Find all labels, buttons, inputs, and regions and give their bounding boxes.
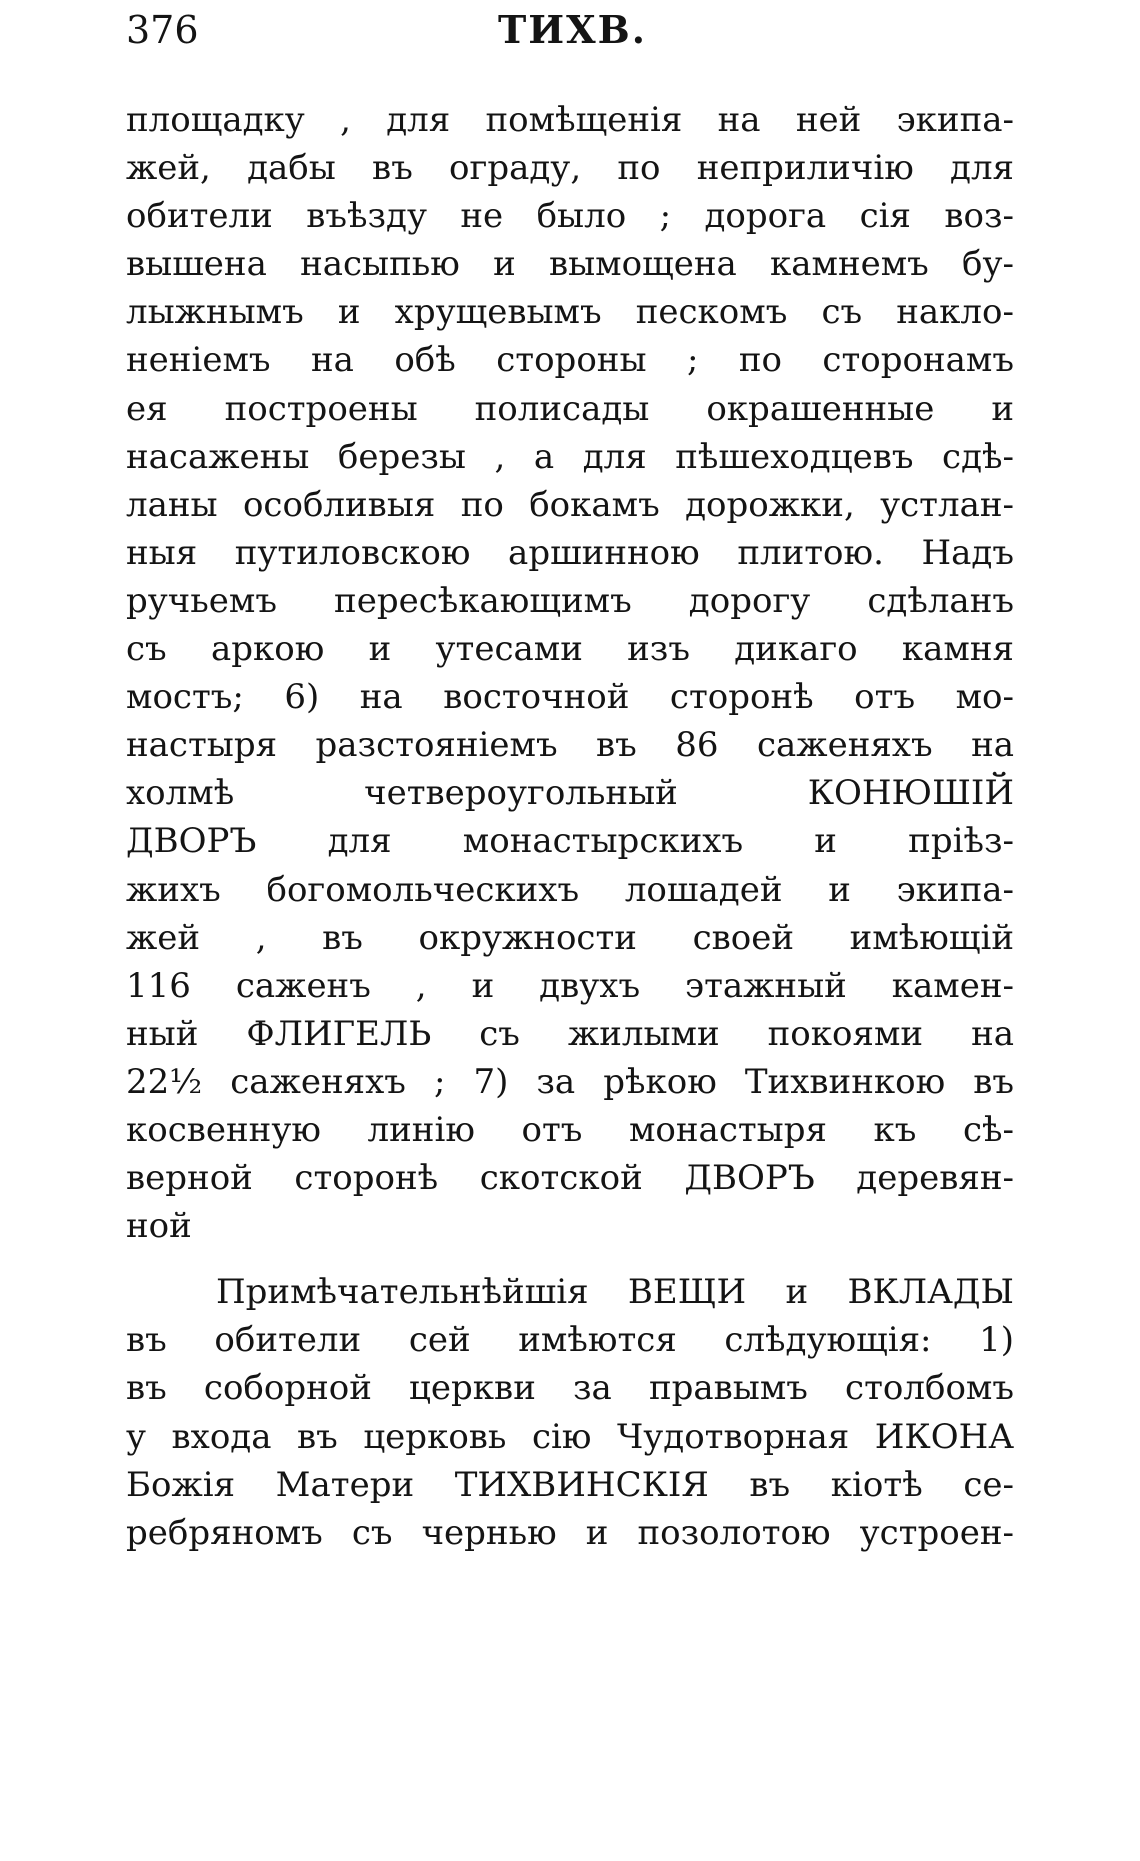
text-line: ной [126, 1206, 192, 1247]
text-line: жихъ богомольческихъ лошадей и экипа- [126, 869, 1014, 910]
text-line: ный ФЛИГЕЛЬ съ жилыми покоями на [126, 1013, 1014, 1054]
body-text [126, 96, 1014, 1557]
running-head: ТИХВ. [498, 7, 648, 52]
text-line: ребряномъ съ чернью и позолотою устроен- [126, 1512, 1014, 1553]
text-line: ручьемъ пересѣкающимъ дорогу сдѣланъ [126, 580, 1014, 621]
text-line: жей , въ окружности своей имѣющій [126, 917, 1014, 958]
text-line: вышена насыпью и вымощена камнемъ бу- [126, 244, 1014, 285]
text-line: холмѣ четвероугольный КОНЮШІЙ [126, 773, 1014, 814]
text-line: Примѣчательнѣйшія ВЕЩИ и ВКЛАДЫ [216, 1272, 1014, 1313]
text-line: ланы особливыя по бокамъ дорожки, устлан- [126, 484, 1014, 525]
text-line: верной сторонѣ скотской ДВОРЪ деревян- [126, 1158, 1014, 1199]
text-line: лыжнымъ и хрущевымъ пескомъ съ накло- [126, 292, 1014, 333]
text-line: ея построены полисады окрашенные и [126, 388, 1014, 429]
text-line: настыря разстояніемъ въ 86 саженяхъ на [126, 725, 1014, 766]
paragraph-1 [126, 96, 1014, 1250]
paragraph-gap [126, 1250, 1014, 1268]
text-line: насажены березы , а для пѣшеходцевъ сдѣ- [126, 436, 1014, 477]
text-line: косвенную линію отъ монастыря къ сѣ- [126, 1109, 1014, 1150]
text-line: Божія Матери ТИХВИНСКІЯ въ кіотѣ се- [126, 1464, 1014, 1505]
text-line: въ обители сей имѣются слѣдующія: 1) [126, 1320, 1014, 1361]
text-line: неніемъ на обѣ стороны ; по сторонамъ [126, 340, 1014, 381]
text-line: мостъ; 6) на восточной сторонѣ отъ мо- [126, 677, 1014, 718]
text-line: ДВОРЪ для монастырскихъ и пріѣз- [126, 821, 1014, 862]
text-line: у входа въ церковь сію Чудотворная ИКОНА [126, 1416, 1014, 1457]
text-line: съ аркою и утесами изъ дикаго камня [126, 629, 1014, 670]
paragraph-2 [126, 1268, 1014, 1557]
page-number: 376 [126, 8, 199, 52]
text-line: жей, дабы въ ограду, по неприличію для [126, 148, 1014, 189]
text-line: 116 саженъ , и двухъ этажный камен- [126, 965, 1014, 1006]
text-line: площадку , для помѣщенія на ней экипа- [126, 100, 1014, 140]
text-line: 22½ саженяхъ ; 7) за рѣкою Тихвинкою въ [126, 1061, 1014, 1102]
text-line: въ соборной церкви за правымъ столбомъ [126, 1368, 1014, 1409]
page-header [126, 6, 1014, 58]
text-line: обители въѣзду не было ; дорога сія воз- [126, 196, 1014, 237]
text-line: ныя путиловскою аршинною плитою. Надъ [126, 532, 1014, 573]
